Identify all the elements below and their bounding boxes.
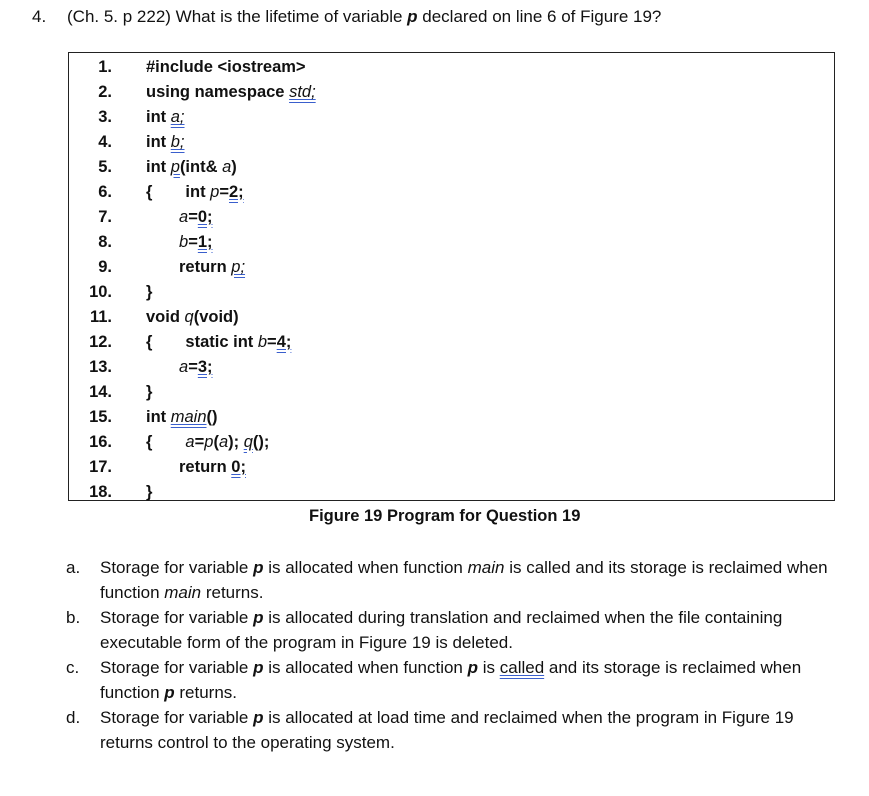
option-variable: p [253,558,264,577]
line-number: 4. [98,133,112,151]
question-variable: p [407,7,418,26]
line-number: 13. [89,358,112,376]
option-text-part: is allocated when function [263,658,468,677]
code-token: a [179,358,189,376]
line-number: 18. [89,483,112,501]
code-token: b [179,233,189,251]
line-number: 6. [98,183,112,201]
option-text-part: returns. [201,583,264,602]
option-function: p [164,683,175,702]
code-text [146,155,237,180]
code-text [146,55,306,80]
code-token: = [194,433,205,451]
code-token: a [218,433,229,451]
code-token: b [257,333,268,351]
code-token: { [146,183,153,201]
option-variable: p [253,658,264,677]
code-token: int [146,408,171,426]
line-number: 11. [89,308,112,326]
code-text [179,355,213,380]
question-text-after: declared on line 6 of Figure 19? [417,7,662,26]
option-a [66,555,836,605]
code-listing [68,52,835,501]
code-text [179,455,246,480]
code-token: = [188,208,198,226]
code-token: #include <iostream> [146,58,306,76]
code-token: 3; [197,358,213,376]
line-number: 10. [89,283,112,301]
code-token: (int& [179,158,223,176]
option-letter: a. [66,558,81,577]
option-b [66,605,836,655]
figure-caption: Figure 19 Program for Question 19 [309,507,581,525]
line-number: 1. [98,58,112,76]
line-number: 7. [98,208,112,226]
line-number: 8. [98,233,112,251]
code-token: p; [231,258,246,276]
option-letter: c. [66,658,80,677]
code-text [146,380,152,405]
line-number: 17. [89,458,112,476]
option-letter: b. [66,608,81,627]
option-text-part: returns. [174,683,238,702]
code-text [146,430,269,455]
line-number: 9. [98,258,112,276]
option-function: main [164,583,202,602]
code-token: a; [170,108,185,126]
code-token: () [206,408,218,426]
line-number: 5. [98,158,112,176]
option-function: main [467,558,505,577]
option-text [100,705,836,755]
code-token: } [146,283,153,301]
question-text-before: (Ch. 5. p 222) What is the lifetime of variable [67,7,408,26]
option-text-part: is [478,658,500,677]
code-token: { [146,333,153,351]
option-text-part: Storage for variable [100,608,254,627]
option-text [100,555,836,605]
option-c [66,655,836,705]
code-token: a [179,208,189,226]
code-token: ) [231,158,237,176]
line-number: 3. [98,108,112,126]
option-variable: p [253,608,264,627]
code-text [146,130,185,155]
code-token: p [170,158,180,176]
line-number: 2. [98,83,112,101]
option-function: p [467,658,478,677]
code-text [146,280,152,305]
line-number: 15. [89,408,112,426]
code-token: b; [170,133,185,151]
code-token: void [146,308,185,326]
code-text [146,330,291,355]
option-text-part: Storage for variable [100,558,254,577]
code-token: p [210,183,220,201]
code-text [146,105,185,130]
code-token: { [146,433,153,451]
option-letter: d. [66,708,81,727]
code-text [179,255,245,280]
code-token: a [222,158,232,176]
code-token: a [185,433,195,451]
option-text-part: Storage for variable [100,708,254,727]
option-text [100,605,836,655]
code-token: 2; [229,183,244,201]
code-token: p [204,433,214,451]
option-text-part: is allocated when function [263,558,468,577]
code-token: (); [252,433,270,451]
code-token: return [179,458,232,476]
code-token: ); [228,433,244,451]
line-number: 14. [89,383,112,401]
option-text-part: Storage for variable [100,658,254,677]
code-token: q [243,433,253,451]
code-text [179,205,213,230]
code-token: using namespace [146,83,290,101]
code-text [146,305,239,330]
line-number: 12. [89,333,112,351]
code-token: q [184,308,194,326]
code-token: int [146,133,171,151]
code-token: 1; [197,233,213,251]
code-token: (void) [193,308,239,326]
answer-options [66,555,836,755]
code-token: int [146,158,171,176]
code-token: = [267,333,277,351]
code-token: std; [289,83,316,101]
line-number: 16. [89,433,112,451]
code-token: int [185,183,211,201]
code-token: } [146,483,153,501]
code-token: return [179,258,232,276]
code-text [179,230,213,255]
code-token: 0; [231,458,246,476]
option-text-part: called [499,658,545,677]
code-text [146,480,152,505]
code-token: 4; [276,333,292,351]
code-token: = [188,358,198,376]
code-token: 0; [197,208,213,226]
code-token: static int [185,333,258,351]
option-text-part: is allocated during translation and reclaimed when the file containing executable form of the program in Figure 19 is deleted. [100,608,783,652]
option-text-part: is allocated at load time and reclaimed when the program in Figure 19 returns control to the operating system. [100,708,794,752]
code-text [146,405,218,430]
code-token: main [170,408,207,426]
option-text-part: and its storage is reclaimed when function [100,658,802,702]
option-text-part: is called and its storage is reclaimed when function [100,558,828,602]
code-token: = [219,183,229,201]
code-text [146,180,244,205]
option-d [66,705,836,755]
option-variable: p [253,708,264,727]
option-text [100,655,836,705]
code-token: ( [213,433,219,451]
code-token: } [146,383,153,401]
code-text [146,80,316,105]
question-text [32,6,661,28]
code-token: = [188,233,198,251]
code-token: int [146,108,171,126]
question-number: 4. [32,7,47,26]
